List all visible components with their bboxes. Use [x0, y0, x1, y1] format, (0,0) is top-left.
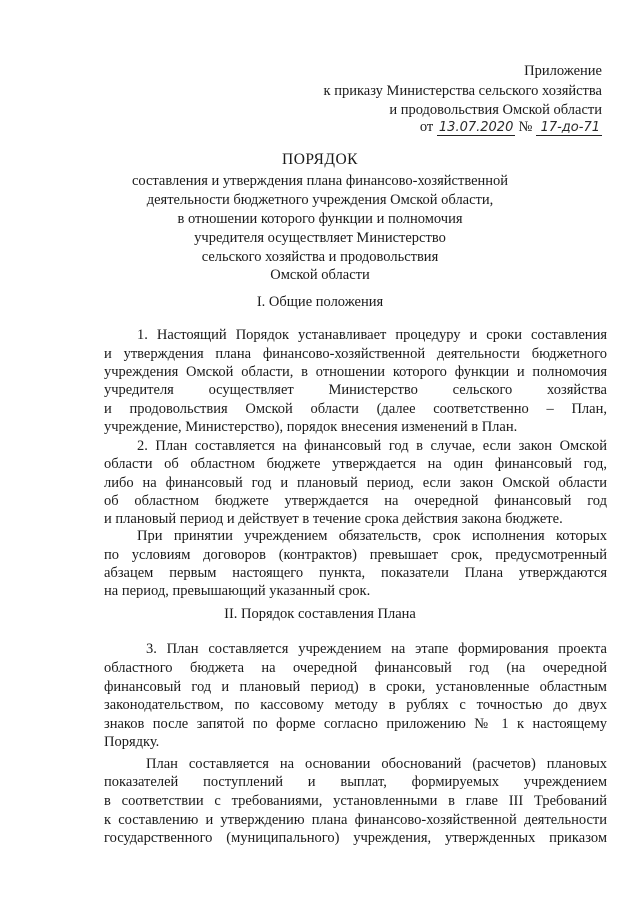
number-sign: №	[518, 119, 533, 135]
paragraph-line: 2. План составляется на финансовый год в случае, если закон Омской	[137, 438, 607, 454]
paragraph-line: либо на финансовый год и плановый период, если закон Омской области	[104, 475, 607, 491]
title-line: деятельности бюджетного учреждения Омской области,	[146, 192, 494, 208]
paragraph-line: учреждение, Министерство), порядок внесения изменений в План.	[104, 419, 518, 435]
date-prefix: от	[419, 119, 434, 135]
appendix-label: Приложение	[524, 63, 602, 79]
paragraph-line: знаков после запятой по форме согласно приложению № 1 к настоящему	[104, 716, 607, 732]
paragraph-line: по условиям договоров (контрактов) превышает срок, предусмотренный	[104, 547, 607, 563]
paragraph-line: области об областном бюджете утверждается на один финансовый год,	[104, 456, 607, 472]
paragraph-line: и утверждения плана финансово-хозяйственной деятельности бюджетного	[104, 346, 607, 362]
paragraph-line: При принятии учреждением обязательств, срок исполнения которых	[137, 528, 607, 544]
paragraph-line: показателей поступлений и выплат, формируемых учреждением	[104, 774, 607, 790]
section-heading: I. Общие положения	[256, 294, 384, 310]
section-heading: II. Порядок составления Плана	[224, 606, 416, 622]
paragraph-line: Порядку.	[104, 734, 160, 750]
handwritten-date: 13.07.2020	[438, 120, 514, 135]
order-date-number	[420, 118, 602, 136]
paragraph-line: государственного (муниципального) учреждения, утвержденных приказом	[104, 830, 607, 846]
paragraph-line: на период, превышающий указанный срок.	[104, 583, 371, 599]
title-line: сельского хозяйства и продовольствия	[201, 249, 439, 265]
title-line: составления и утверждения плана финансово-хозяйственной	[131, 173, 509, 189]
paragraph-line: к составлению и утверждению плана финансово-хозяйственной деятельности	[104, 812, 607, 828]
paragraph-line: в соответствии с требованиями, установленными в главе III Требований	[104, 793, 607, 809]
title-line: в отношении которого функции и полномочия	[177, 211, 463, 227]
paragraph-line: 1. Настоящий Порядок устанавливает процедуру и сроки составления	[137, 327, 607, 343]
paragraph-line: учреждения Омской области, в отношении которого функции и полномочия	[104, 364, 607, 380]
paragraph-line: и плановый период и действует в течение срока действия закона бюджете.	[104, 511, 563, 527]
paragraph-line: об областном бюджете утверждается на очередной финансовый год	[104, 493, 607, 509]
paragraph-line: и продовольствия Омской области (далее соответственно – План,	[104, 401, 607, 417]
doc-title: ПОРЯДОК	[282, 151, 358, 168]
paragraph-line: 3. План составляется учреждением на этапе формирования проекта	[146, 641, 607, 657]
handwritten-number: 17-до-71	[536, 120, 602, 136]
paragraph-line: законодательством, по кассовому методу в рублях с точностью до двух	[104, 697, 607, 713]
title-line: учредителя осуществляет Министерство	[194, 230, 446, 246]
order-ref-line: к приказу Министерства сельского хозяйства	[323, 83, 602, 99]
ministry-line: и продовольствия Омской области	[389, 102, 602, 118]
paragraph-line: План составляется на основании обоснований (расчетов) плановых	[146, 756, 607, 772]
paragraph-line: финансовый год и плановый период) в сроки, установленные областным	[104, 679, 607, 695]
paragraph-line: учредителя осуществляет Министерство сельского хозяйства	[104, 382, 607, 398]
paragraph-line: областного бюджета на очередной финансовый год (на очередной	[104, 660, 607, 676]
title-line: Омской области	[270, 267, 370, 283]
paragraph-line: абзацем первым настоящего пункта, показатели Плана утверждаются	[104, 565, 607, 581]
